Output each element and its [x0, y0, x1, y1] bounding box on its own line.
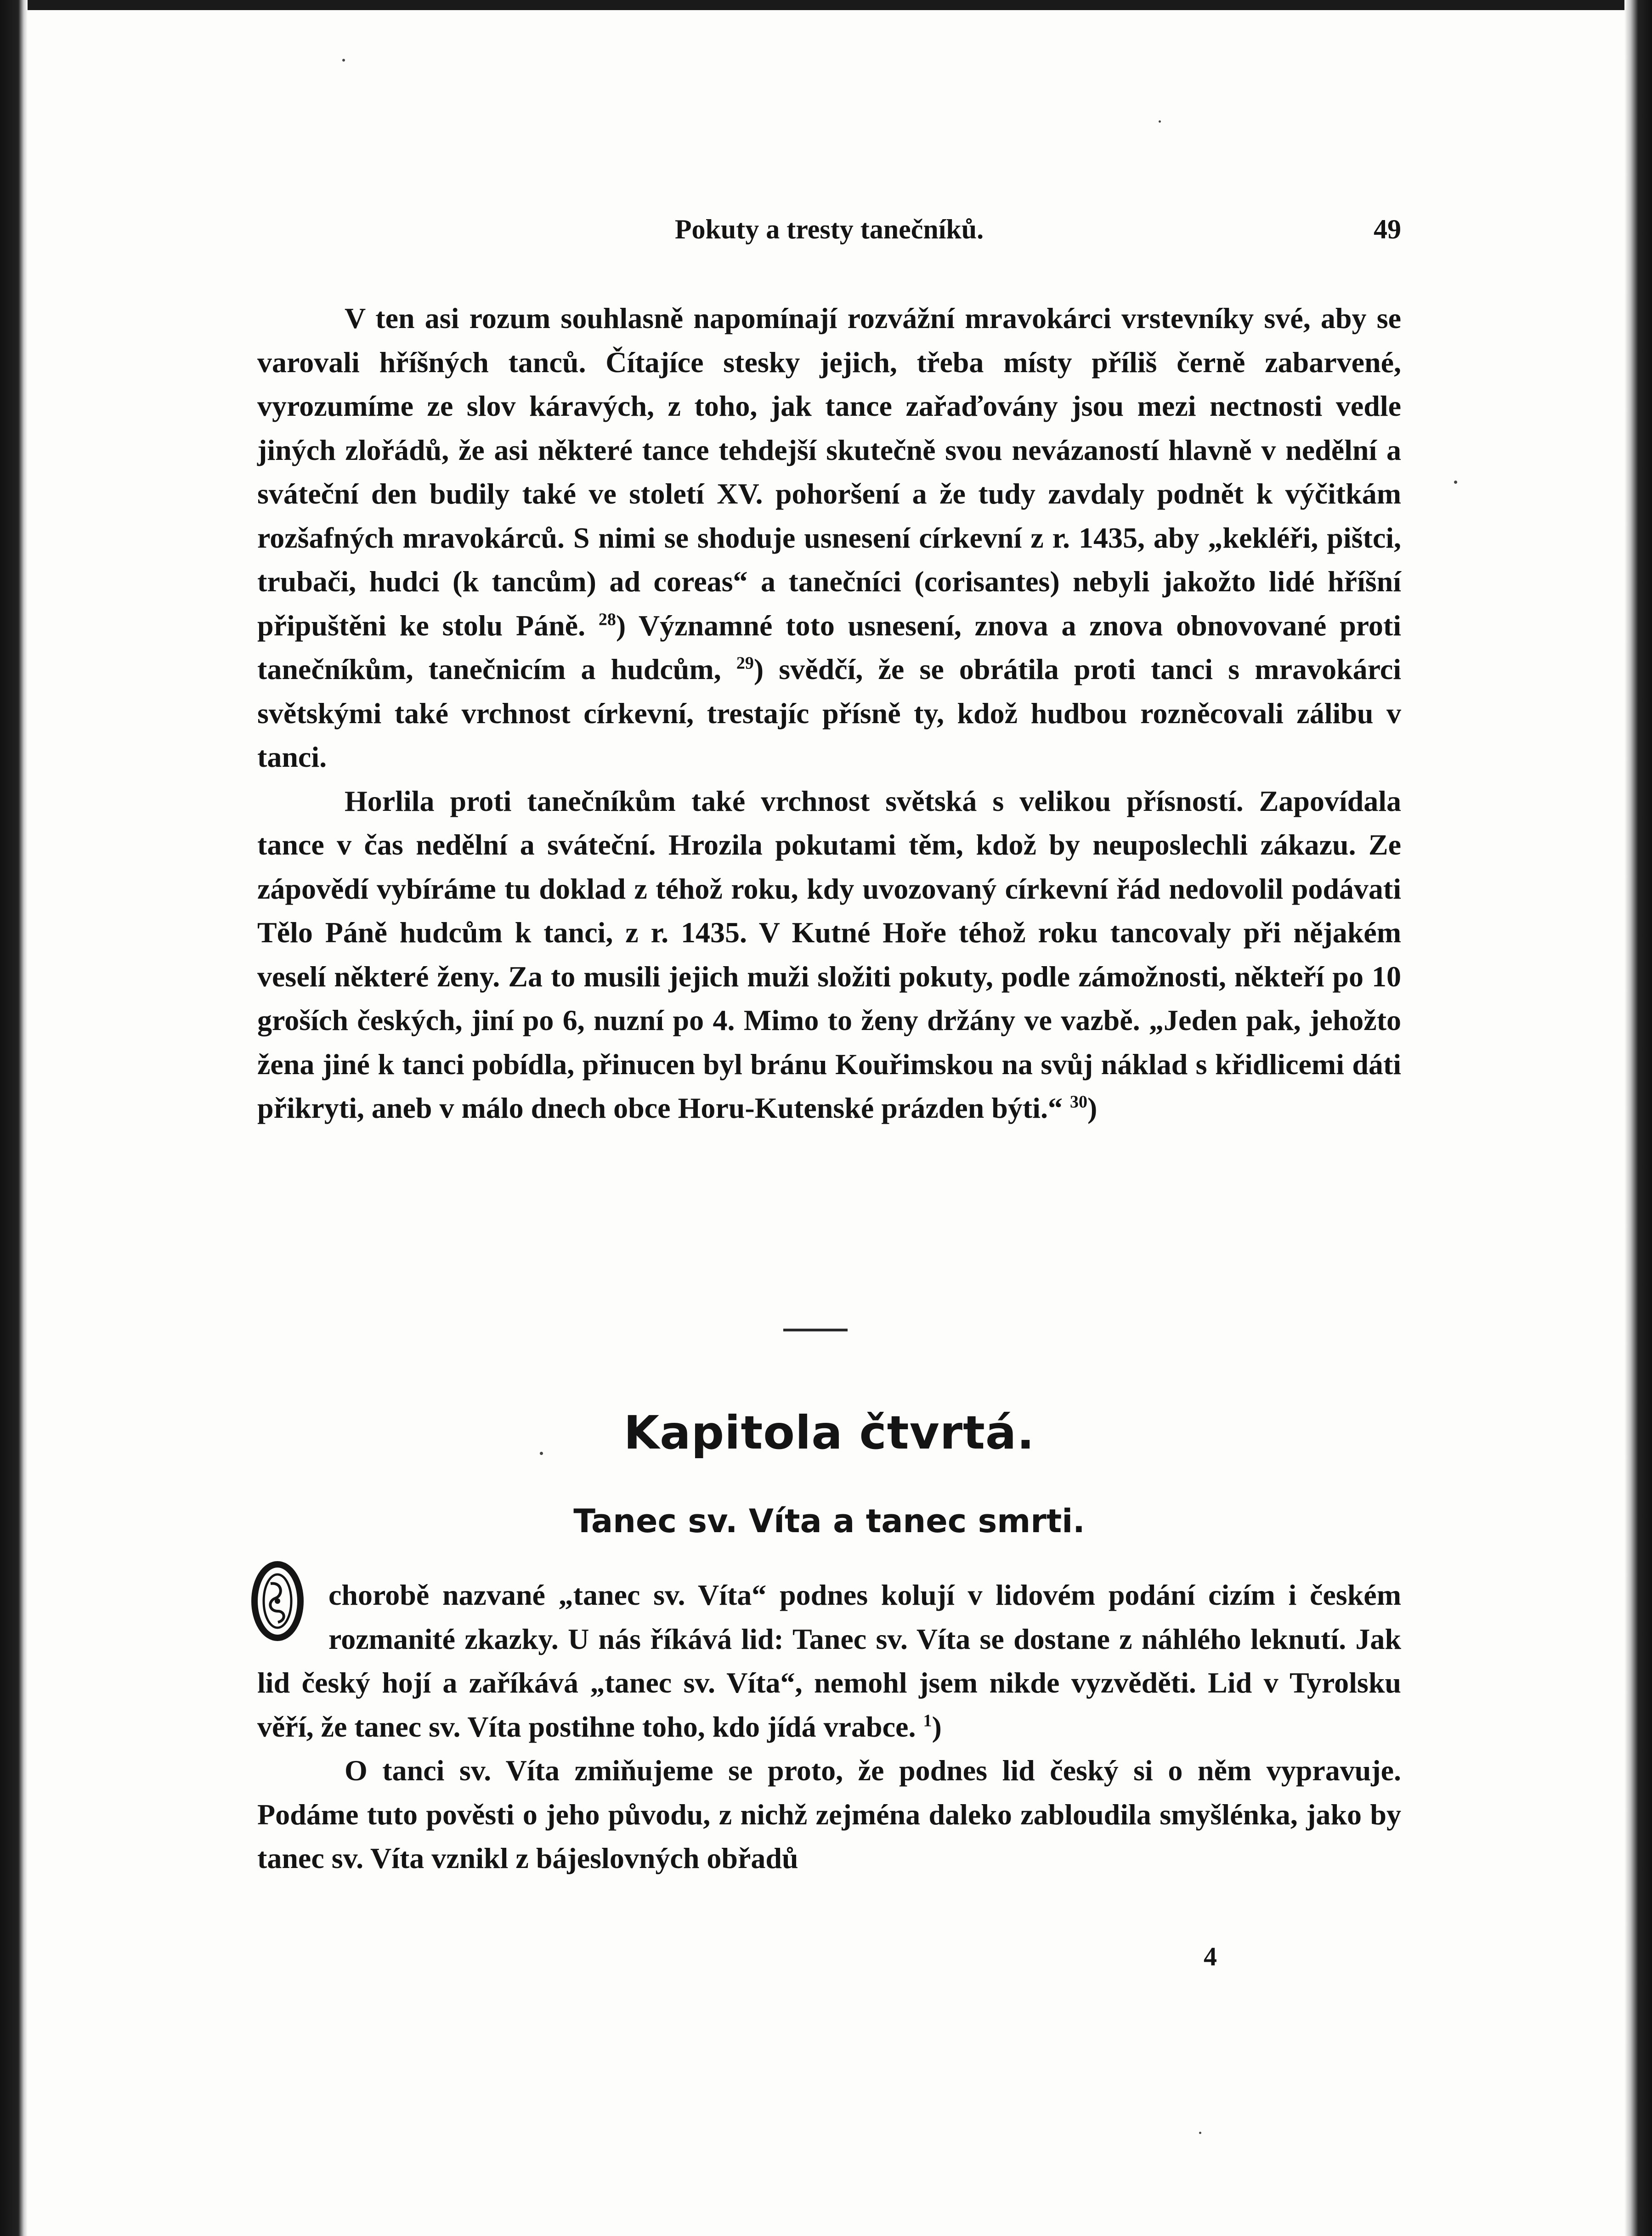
- paragraph-text: ) svědčí, že se obrátila proti tanci s mravokárci světskými také vrchnost církevní, trestajíc přísně ty, kdož hudbou rozněcovali zálibu v tanci.: [257, 653, 1402, 773]
- paragraph-text: ): [932, 1710, 942, 1743]
- signature-mark: 4: [1204, 1942, 1217, 1971]
- body-text: [257, 296, 1401, 1130]
- footnote-ref: 28: [598, 610, 616, 629]
- paragraph-text: ): [1087, 1092, 1098, 1124]
- paragraph: [257, 779, 1401, 1130]
- page-number: 49: [1374, 214, 1401, 244]
- dust-speck: [1199, 2132, 1201, 2134]
- paragraph-text: ) Významné toto usnesení, znova a znova obnovované proti tanečníkům, tanečnicím a hudcům,: [257, 609, 1402, 685]
- scan-edge-top: [0, 0, 1652, 10]
- dust-speck: [1159, 120, 1161, 123]
- section-divider: [783, 1329, 848, 1331]
- dust-speck: [1454, 481, 1457, 484]
- chapter-text: [257, 1573, 1401, 1880]
- running-title: Pokuty a tresty tanečníků.: [674, 214, 984, 244]
- chapter-subtitle: Tanec sv. Víta a tanec smrti.: [573, 1502, 1085, 1540]
- paragraph-text: chorobě nazvané „tanec sv. Víta“ podnes kolují v lidovém podání cizím i českém rozmanité zkazky. U nás říkává lid: Tanec sv. Víta se dostane z náhlého leknutí. Jak lid český hojí a zaříkává „tanec sv. Víta“, nemohl jsem nikde vyzvěděti. Lid v Tyrolsku věří, že tanec sv. Víta postihne toho, kdo jídá vrabce.: [257, 1579, 1401, 1743]
- svg-text:O: O: [276, 1606, 279, 1611]
- paragraph: [257, 296, 1401, 779]
- paragraph: [257, 1573, 1401, 1749]
- paragraph: O tanci sv. Víta zmiňujeme se proto, že podnes lid český si o něm vypravuje. Podáme tuto pověsti o jeho původu, z nichž zejména daleko zabloudila smyšlénka, jako by tanec sv. Víta vznikl z bájeslovných obřadů: [257, 1754, 1401, 1874]
- scan-edge-left: [0, 0, 28, 2236]
- footnote-ref: 29: [736, 653, 754, 673]
- dust-speck: [342, 59, 345, 62]
- footnote-ref: 30: [1069, 1092, 1087, 1112]
- paragraph-text: V ten asi rozum souhlasně napomínají rozvážní mravokárci vrstevníky své, aby se varovali hříšných tanců. Čítajíce stesky jejich, třeba místy příliš černě zabarvené, vyrozumíme ze slov káravých, z toho, jak tance zařaďovány jsou mezi nectnosti vedle jiných zlořádů, že asi některé tance tehdejší skutečně svou nevázaností hlavně v nedělní a sváteční den budily také ve století XV. pohoršení a že tudy zavdaly podnět k výčitkám rozšafných mravokárců. S nimi se shoduje usnesení církevní z r. 1435, aby „kekléři, pištci, trubači, hudci (k tancům) ad coreas“ a tanečníci (corisantes) nebyli jakožto lidé hříšní připuštěni ke stolu Páně.: [257, 302, 1401, 642]
- dropcap-space: [257, 1573, 328, 1642]
- paragraph-text: Horlila proti tanečníkům také vrchnost světská s velikou přísností. Zapovídala tance v čas nedělní a sváteční. Hrozila pokutami těm, kdož by neuposlechli zákazu. Ze zápovědí vybíráme tu doklad z téhož roku, kdy uvozovaný církevní řád nedovolil podávati Tělo Páně hudcům k tanci, z r. 1435. V Kutné Hoře téhož roku tancovaly při nějakém veselí některé ženy. Za to musili jejich muži složiti pokuty, podle zámožnosti, někteří po 10 groších českých, jiní po 6, nuzní po 4. Mimo to ženy držány ve vazbě. „Jeden pak, jehožto žena jiné k tanci pobídla, přinucen byl bránu Kouřimskou na svůj náklad s křidlicemi dáti přikryti, aneb v málo dnech obce Horu-Kutenské prázden býti.“: [257, 784, 1401, 1124]
- running-header: [257, 209, 1401, 260]
- scan-edge-right: [1624, 0, 1652, 2236]
- chapter-title: Kapitola čtvrtá.: [623, 1406, 1035, 1460]
- footnote-ref: 1: [923, 1711, 932, 1731]
